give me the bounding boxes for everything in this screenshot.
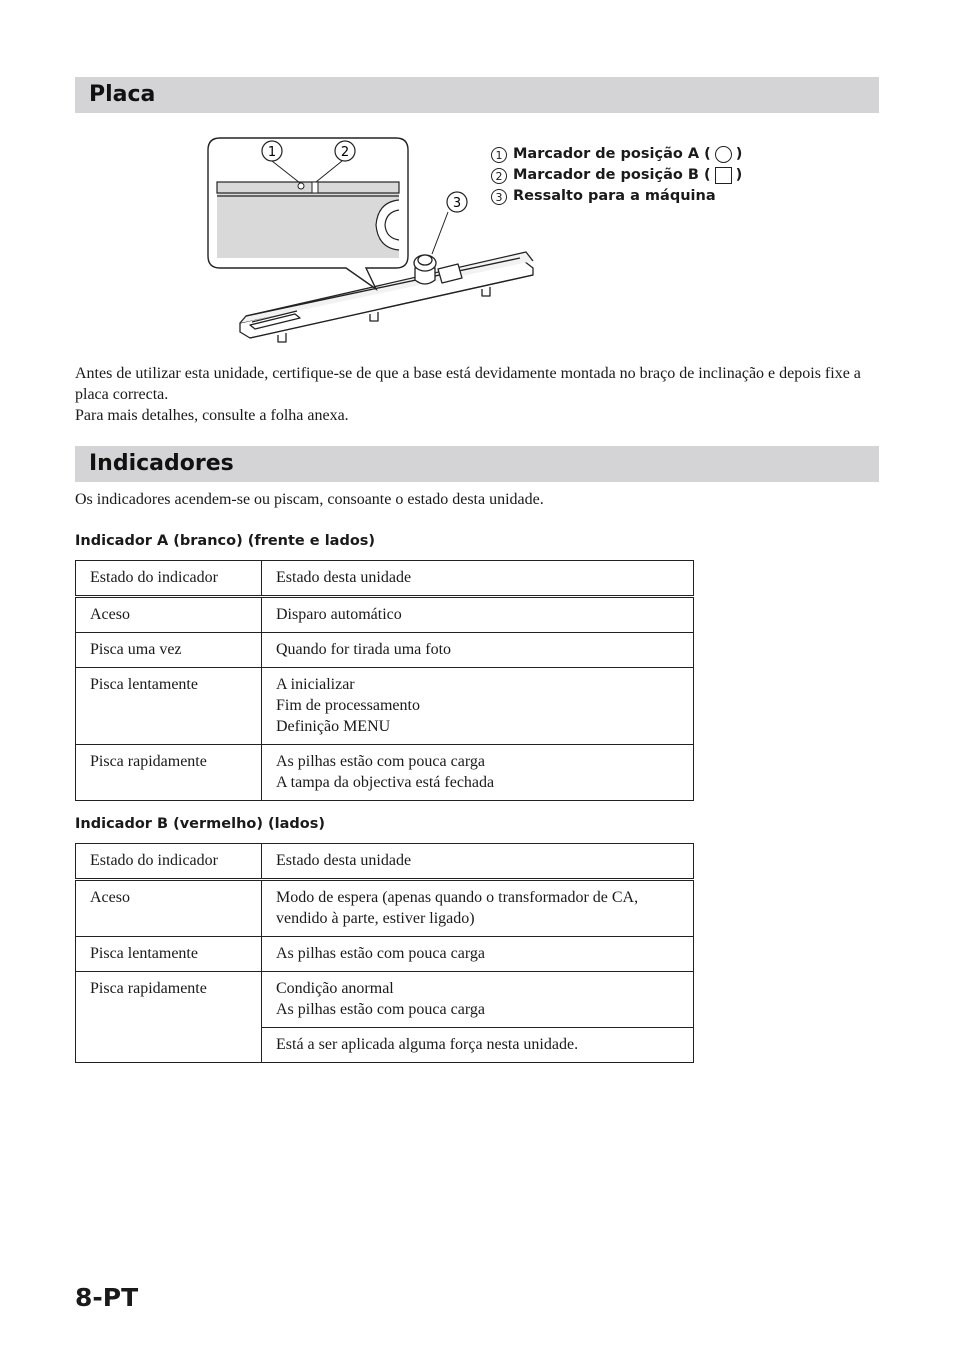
status-cell [262,668,694,745]
legend-number: 1 [491,147,507,163]
state-cell: Aceso [76,597,262,633]
legend-item [491,165,742,186]
circle-icon [715,146,732,163]
status-cell [262,880,694,937]
indicator-a-table [75,560,694,801]
position-marker-a [298,183,304,189]
legend-number: 2 [491,168,507,184]
status-line: Está a ser aplicada alguma força nesta unidade. [276,1036,579,1053]
status-line: Condição anormal [276,980,394,997]
illustration-legend [491,144,742,207]
table-row [76,668,694,745]
legend-text: Marcador de posição B ( [513,167,711,183]
status-line: Modo de espera (apenas quando o transformador de CA, vendido à parte, estiver ligado) [276,889,639,927]
status-line: As pilhas estão com pouca carga [276,753,485,770]
callout-1: 1 [267,145,277,160]
status-cell [262,937,694,972]
callout-3: 3 [452,196,462,211]
status-cell [262,633,694,668]
square-icon [715,167,732,184]
status-line: A inicializar [276,676,355,693]
state-cell: Pisca lentamente [76,668,262,745]
callout-2: 2 [340,145,350,160]
table-a-heading: Indicador A (branco) (frente e lados) [75,533,376,549]
legend-text: Ressalto para a máquina [513,188,716,204]
section-title-indicadores: Indicadores [89,451,234,476]
legend-text: Marcador de posição A ( [513,146,711,162]
page-number: 8-PT [75,1283,139,1312]
status-cell [262,745,694,801]
header-cell: Estado desta unidade [262,844,694,880]
indicadores-intro: Os indicadores acendem-se ou piscam, consoante o estado desta unidade. [75,491,544,508]
table-row [76,880,694,937]
position-marker-b [312,182,318,193]
status-line: A tampa da objectiva está fechada [276,774,495,791]
state-cell: Pisca rapidamente [76,972,262,1063]
legend-close: ) [735,167,743,183]
status-cell [262,972,694,1028]
header-cell: Estado desta unidade [262,561,694,597]
section-header-indicadores [75,446,879,482]
header-cell: Estado do indicador [76,561,262,597]
table-row [76,633,694,668]
table-row [76,972,694,1028]
table-b-heading: Indicador B (vermelho) (lados) [75,816,326,832]
state-cell: Pisca rapidamente [76,745,262,801]
placa-paragraph-1: Antes de utilizar esta unidade, certifique-se de que a base está devidamente montada no braço de inclinação e depois fixe a placa correcta. [75,365,861,403]
table-row [76,597,694,633]
boss-drawing [414,255,436,284]
legend-close: ) [735,146,743,162]
legend-number: 3 [491,189,507,205]
legend-item [491,186,742,207]
status-line: Definição MENU [276,718,391,735]
table-header-row [76,561,694,597]
magnified-view [217,192,399,258]
placa-paragraph-2: Para mais detalhes, consulte a folha anexa. [75,407,349,424]
status-line: Disparo automático [276,606,402,623]
state-cell: Aceso [76,880,262,937]
header-cell: Estado do indicador [76,844,262,880]
status-line: As pilhas estão com pouca carga [276,945,485,962]
status-cell [262,597,694,633]
state-cell: Pisca lentamente [76,937,262,972]
legend-item [491,144,742,165]
table-header-row [76,844,694,880]
state-cell: Pisca uma vez [76,633,262,668]
section-title-placa: Placa [89,82,156,107]
table-row [76,937,694,972]
status-line: Quando for tirada uma foto [276,641,452,658]
section-header-placa [75,77,879,113]
status-line: Fim de processamento [276,697,420,714]
status-line: As pilhas estão com pouca carga [276,1001,485,1018]
table-row [76,745,694,801]
status-cell [262,1028,694,1063]
indicator-b-table [75,843,694,1063]
